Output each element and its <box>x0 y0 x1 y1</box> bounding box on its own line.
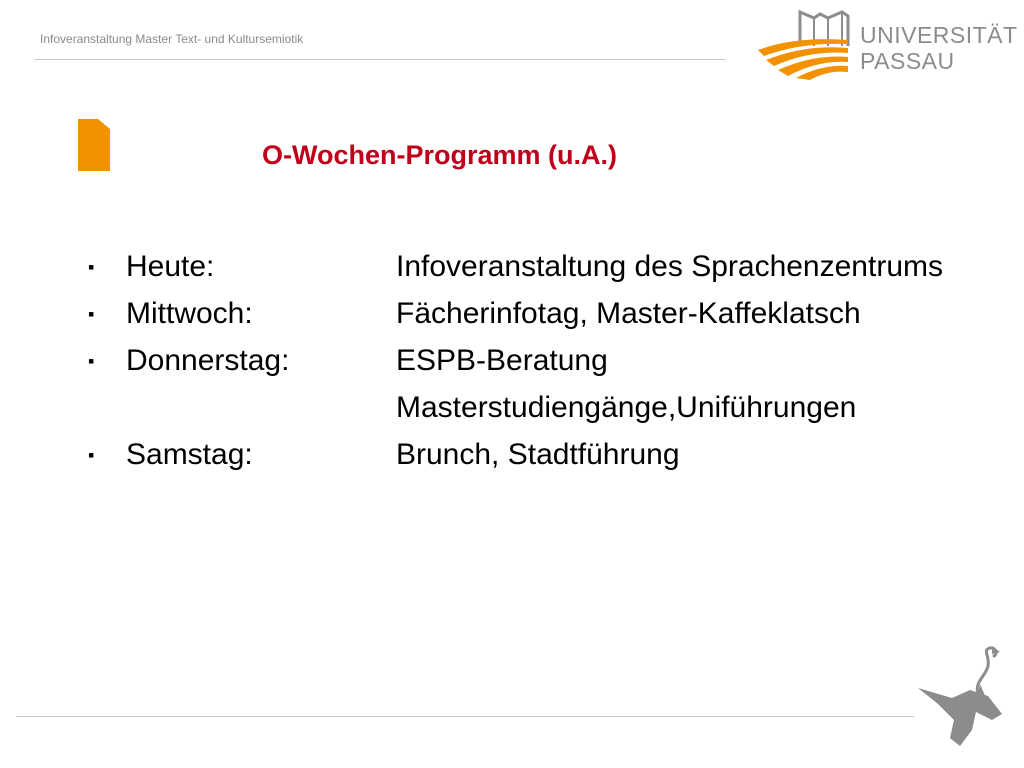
header-title: Infoveranstaltung Master Text- und Kultursemiotik <box>40 32 304 46</box>
slide-marker-icon <box>78 119 110 171</box>
agenda-item <box>88 342 988 380</box>
devil-mascot-icon <box>916 642 1014 750</box>
header-divider <box>34 59 726 60</box>
agenda-day: Donnerstag: <box>126 344 290 377</box>
agenda-description: Fächerinfotag, Master-Kaffeklatsch <box>396 297 861 330</box>
agenda-item <box>88 248 988 286</box>
footer-divider <box>16 716 914 717</box>
agenda-item-continuation <box>88 389 988 427</box>
bullet-icon: ▪ <box>88 445 95 465</box>
agenda-description: Infoveranstaltung des Sprachenzentrums <box>396 250 943 283</box>
bullet-icon: ▪ <box>88 304 95 324</box>
agenda-list <box>88 248 988 474</box>
agenda-description: Masterstudiengänge,Uniführungen <box>396 391 857 424</box>
slide-title: O-Wochen-Programm (u.A.) <box>262 140 618 170</box>
agenda-day: Heute: <box>126 250 215 283</box>
agenda-item <box>88 295 988 333</box>
logo-line-1: UNIVERSITÄT <box>860 22 1018 48</box>
agenda-day: Mittwoch: <box>126 297 253 330</box>
agenda-description: ESPB-Beratung <box>396 344 608 377</box>
agenda-item <box>88 436 988 474</box>
bullet-icon: ▪ <box>88 351 95 371</box>
university-logo-text <box>860 22 1018 74</box>
agenda-description: Brunch, Stadtführung <box>396 438 680 471</box>
agenda-day: Samstag: <box>126 438 253 471</box>
logo-line-2: PASSAU <box>860 48 955 74</box>
bullet-icon: ▪ <box>88 257 95 277</box>
